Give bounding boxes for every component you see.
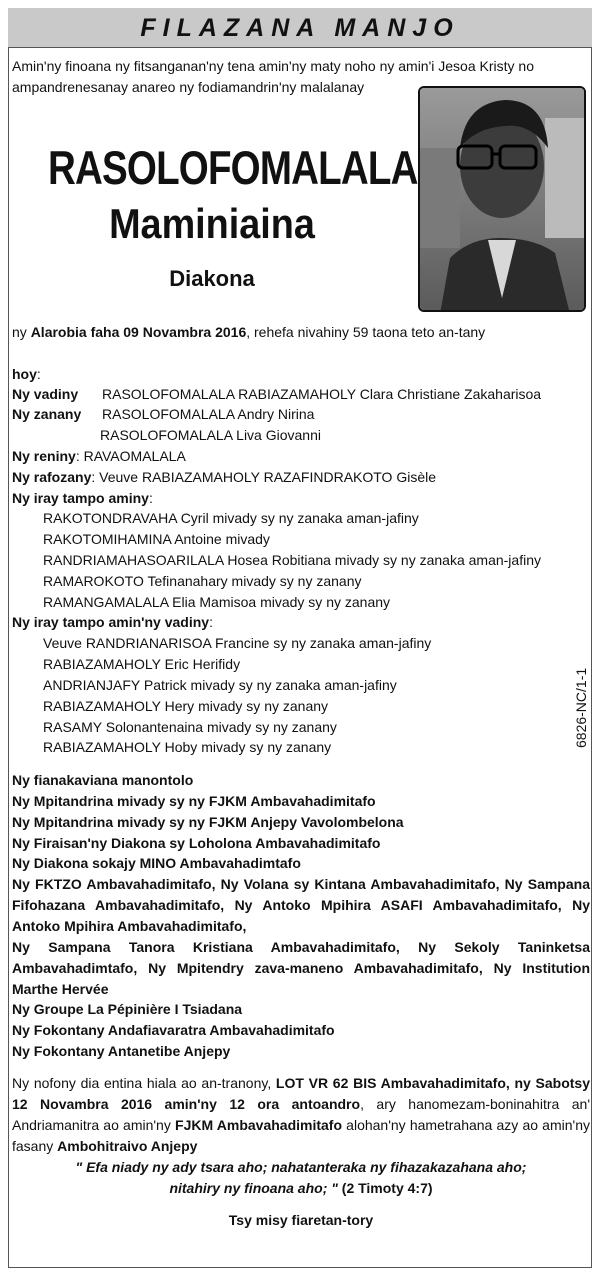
group-item: Ny Mpitandrina mivady sy ny FJKM Ambavahadimitafo <box>12 793 376 809</box>
spouse-sibling-item: RABIAZAMAHOLY Hery mivady sy ny zanany <box>43 698 329 714</box>
funeral-paragraph: Ny nofony dia entina hiala ao an-tranony, LOT VR 62 BIS Ambavahadimitafo, ny Sabotsy 12 Novambra 2016 amin'ny 12 ora antoandro, ary hanomezam-boninahitra an' Andriamanitra ao amin'ny FJKM Ambavahadimitafo alohan'ny hametrahana azy ao amin'ny fasany Ambohitraivo Anjepy <box>12 1075 590 1154</box>
spouse-sibling-item: RABIAZAMAHOLY Hoby mivady sy ny zanany <box>43 739 332 755</box>
spouse-siblings-label: Ny iray tampo amin'ny vadiny: <box>12 614 213 630</box>
group-item: Ny Mpitandrina mivady sy ny FJKM Anjepy Vavolombelona <box>12 814 404 830</box>
siblings-label: Ny iray tampo aminy: <box>12 490 153 506</box>
group-item: Ny Groupe La Pépinière I Tsiadana <box>12 1001 243 1017</box>
intro-text: Amin'ny finoana ny fitsanganan'ny tena amin'ny maty noho ny amin'i Jesoa Kristy no ampandrenesanay anareo ny fodiamandrin'ny malalanay <box>12 58 534 95</box>
groups-paragraph: Ny Sampana Tanora Kristiana Ambavahadimitafo, Ny Sekoly Taninketsa Ambavahadimtafo, Ny Mpitendry zava-maneno Ambavahadimitafo, Ny Institution Marthe Hervée <box>12 939 590 997</box>
children-line: Ny zanany RASOLOFOMALALA Andry Nirina <box>12 406 315 422</box>
reference-code: 6826-NC/1-1 <box>573 667 589 748</box>
sibling-item: RAMANGAMALALA Elia Mamisoa mivady sy ny zanany <box>43 594 391 610</box>
groups-paragraph: Ny FKTZO Ambavahadimitafo, Ny Volana sy Kintana Ambavahadimitafo, Ny Sampana Fifohazana Ambavahadimitafo, Ny Antoko Mpihira ASAFI Ambavahadimitafo, Ny Antoko Mpihira Ambavahadimitafo, <box>12 876 590 934</box>
spouse-sibling-item: Veuve RANDRIANARISOA Francine sy ny zanaka aman-jafiny <box>43 635 432 651</box>
group-item: Ny Firaisan'ny Diakona sy Loholona Ambavahadimitafo <box>12 835 381 851</box>
group-item: Ny Diakona sokajy MINO Ambavahadimtafo <box>12 855 301 871</box>
spouse-sibling-item: RASAMY Solonantenaina mivady sy ny zanany <box>43 719 337 735</box>
bible-verse-line2: nitahiry ny finoana aho; " (2 Timoty 4:7) <box>169 1180 433 1196</box>
notice-header: FILAZANA MANJO <box>8 8 592 48</box>
sibling-item: RANDRIAMAHASOARILALA Hosea Robitiana mivady sy ny zanaka aman-jafiny <box>43 552 541 568</box>
sibling-item: RAKOTOMIHAMINA Antoine mivady <box>43 531 270 547</box>
spouse-sibling-item: RABIAZAMAHOLY Eric Herifidy <box>43 656 241 672</box>
deceased-surname: RASOLOFOMALALA <box>48 141 418 194</box>
sibling-item: RAKOTONDRAVAHA Cyril mivady sy ny zanaka aman-jafiny <box>43 510 419 526</box>
deceased-role: Diakona <box>169 266 255 291</box>
spouse-line: Ny vadiny RASOLOFOMALALA RABIAZAMAHOLY Clara Christiane Zakaharisoa <box>12 386 542 402</box>
closing-note: Tsy misy fiaretan-tory <box>228 1212 374 1228</box>
child-item: RASOLOFOMALALA Liva Giovanni <box>100 427 321 443</box>
mother-line: Ny reniny: RAVAOMALALA <box>12 448 186 464</box>
bible-verse-line1: " Efa niady ny ady tsara aho; nahatanteraka ny fihazakazahana aho; <box>75 1159 527 1175</box>
death-date-line: ny Alarobia faha 09 Novambra 2016, rehefa nivahiny 59 taona teto an-tany <box>12 324 486 340</box>
spouse-sibling-item: ANDRIANJAFY Patrick mivady sy ny zanaka aman-jafiny <box>43 677 397 693</box>
in-law-line: Ny rafozany: Veuve RABIAZAMAHOLY RAZAFINDRAKOTO Gisèle <box>12 469 437 485</box>
group-item: Ny fianakaviana manontolo <box>12 772 194 788</box>
group-item: Ny Fokontany Andafiavaratra Ambavahadimitafo <box>12 1022 335 1038</box>
hoy-label: hoy: <box>12 366 41 382</box>
group-item: Ny Fokontany Antanetibe Anjepy <box>12 1043 231 1059</box>
portrait-photo <box>418 86 586 312</box>
deceased-given-name: Maminiaina <box>109 200 315 247</box>
sibling-item: RAMAROKOTO Tefinanahary mivady sy ny zanany <box>43 573 362 589</box>
